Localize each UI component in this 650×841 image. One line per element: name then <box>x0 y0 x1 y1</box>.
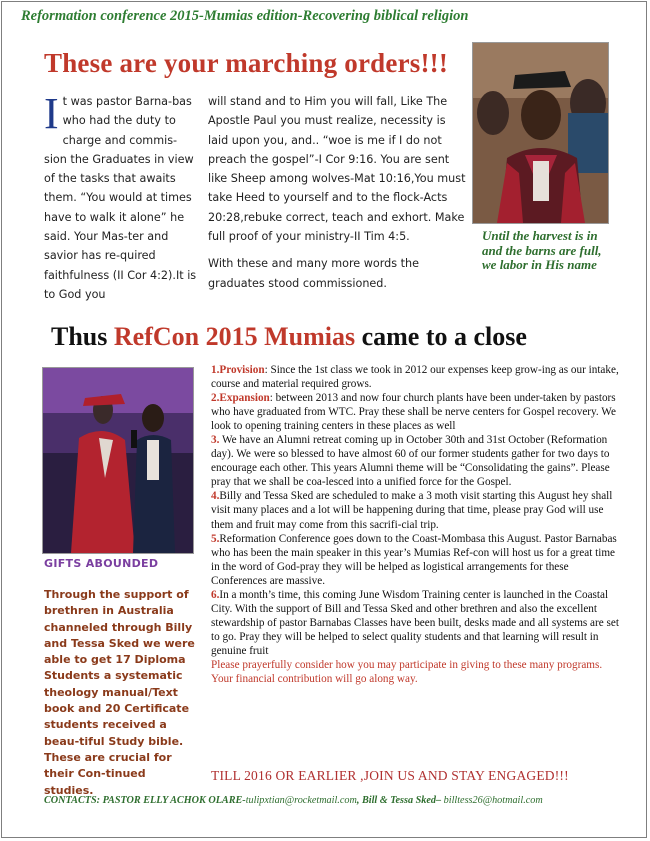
item-number: 6. <box>211 588 220 601</box>
newsletter-header: Reformation conference 2015-Mumias edition-Recovering biblical religion <box>21 8 469 24</box>
marching-orders-title: These are your marching orders!!! <box>44 48 449 78</box>
close-heading-accent: RefCon 2015 Mumias <box>113 322 356 351</box>
article-text-2: will stand and to Him you will fall, Like The Apostle Paul you must realize, necessity is laid upon you, and.. “woe is me if I do not preach the gospel”-I Cor 9:16. You are sent like Sheep among wolves-Mat 10:16,You must take Heed to yourself and to the flock-Acts 20:28,rebuke correct, teach and exhort. Make full proof of your ministry-II Tim 4:5. <box>208 95 466 244</box>
item-text: : Since the 1st class we took in 2012 our expenses keep grow-ing as our intake, course and material required grows. <box>211 364 619 391</box>
contacts-label: CONTACTS: PASTOR ELLY ACHOK OLARE- <box>44 795 246 806</box>
list-item <box>211 433 623 489</box>
item-keyword: Expansion <box>219 392 270 405</box>
item-text: We have an Alumni retreat coming up in October 30th and 31st October (Reformation day). We were so blessed to have almost 60 of our former students gather for two days to encourage each other. This years Alumni theme will be “Consolidating the gains”. Please pray that we shall be coa-lesced into a unified force for the Gospel. <box>211 434 610 489</box>
article-text-1: t was pastor Barna-bas who had the duty to charge and commis-sion the Graduates in view of the tasks that awaits them. “You would at times have to walk it alone” he said. Your Mas-ter and savior has re-quired faithfulness (II Cor 4:2).It is to God you <box>44 95 197 301</box>
close-heading-before: Thus <box>51 322 114 351</box>
item-number: 3. <box>211 434 220 447</box>
update-list <box>211 363 623 686</box>
ceremony-photo-image <box>43 368 193 553</box>
item-number: 2. <box>211 392 220 405</box>
list-item <box>211 532 623 588</box>
item-text: Billy and Tessa Sked are scheduled to make a 3 moth visit starting this August hey shall visit many places and a lot will be happening during that time, please pray God will use them and fruit may come from this sacrifi-cial trip. <box>211 490 613 531</box>
article-text-3: With these and many more words the graduates stood commissioned. <box>208 257 419 290</box>
item-number: 4. <box>211 490 220 503</box>
list-item <box>211 391 623 433</box>
gifts-text: Through the support of brethren in Australia channeled through Billy and Tessa Sked we were able to get 17 Diploma Students a systematic theology manual/Text book and 20 Certificate students received a beau-tiful Study bible. These are crucial for their Con-tinued studies. <box>44 588 195 797</box>
ceremony-photo <box>42 367 194 554</box>
list-item <box>211 489 623 531</box>
graduate-photo-image <box>473 43 608 223</box>
email-link-1[interactable]: tulipxtian@rocketmail.com <box>245 795 357 806</box>
item-keyword: Provision <box>219 364 265 376</box>
photo-caption: Until the harvest is in and the barns are full, we labor in His name <box>482 228 602 272</box>
list-item <box>211 588 623 658</box>
article-column-2 <box>208 92 466 293</box>
contacts-mid: , Bill & Tessa Sked– <box>356 795 444 806</box>
item-text: Reformation Conference goes down to the Coast-Mombasa this August. Pastor Barnabas who has been the main speaker in this year’s Mumias Ref-con will host us for a great time in the word of God-pray they will be helped as logistical arrangements for these Conferences are massive. <box>211 532 617 587</box>
newsletter-page <box>1 1 647 838</box>
item-text: : between 2013 and now four church plants have been under-taken by pastors who have graduated from WTC. Pray these shall be nerve centers for Gospel recovery. We look to opening training centers in these places as well <box>211 392 616 433</box>
item-text: In a month’s time, this coming June Wisdom Training center is launched in the Coastal City. With the support of Bill and Tessa Sked and other brethren and also the excellent stewardship of pastor Barnabas Classes have been built, desks made and all systems are set to go. Pray they will be helped to select quality students and that learning will result in genuine fruit <box>211 588 619 657</box>
article-column-1 <box>44 89 198 304</box>
item-number: 5. <box>211 532 220 545</box>
list-item <box>211 363 623 391</box>
contacts-line <box>44 795 634 806</box>
email-link-2[interactable]: billtess26@hotmail.com <box>443 795 543 806</box>
close-heading-after: came to a close <box>355 322 527 351</box>
close-heading <box>51 322 631 352</box>
gifts-heading: GIFTS ABOUNDED <box>44 557 159 570</box>
graduate-photo <box>472 42 609 224</box>
item-number: 1. <box>211 364 220 376</box>
drop-cap: I <box>44 89 59 138</box>
closing-appeal: Please prayerfully consider how you may participate in giving to these many programs. Your financial contribution will go along way. <box>211 658 603 686</box>
engagement-banner: TILL 2016 OR EARLIER ,JOIN US AND STAY ENGAGED!!! <box>211 768 569 783</box>
